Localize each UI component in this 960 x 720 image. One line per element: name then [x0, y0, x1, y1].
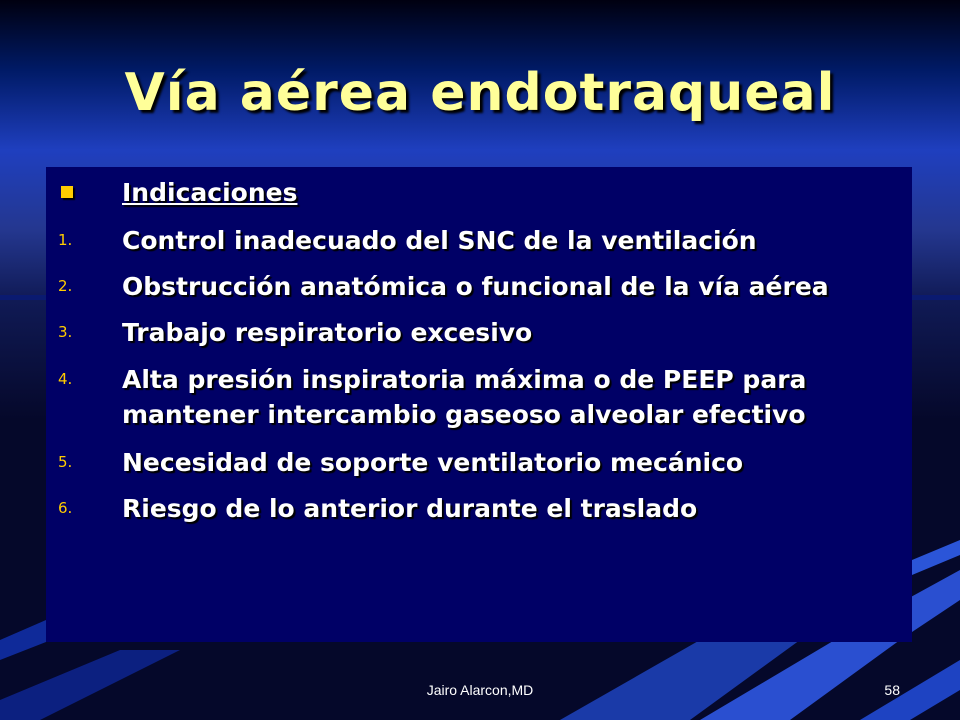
background-shape — [0, 650, 180, 720]
list-item-text: Control inadecuado del SNC de la ventilación — [122, 226, 757, 255]
list-item-text: Alta presión inspiratoria máxima o de PEEP para — [122, 365, 807, 394]
slide-title: Vía aérea endotraqueal — [124, 63, 836, 123]
list-item-text: Trabajo respiratorio excesivo — [122, 318, 533, 347]
bullet-square-icon — [61, 186, 73, 198]
background-shape — [912, 540, 960, 575]
list-item-number: 2. — [58, 277, 73, 295]
list-item-text-continuation: mantener intercambio gaseoso alveolar efectivo — [122, 400, 806, 429]
list-item-text: Obstrucción anatómica o funcional de la vía aérea — [122, 272, 829, 301]
footer-author: Jairo Alarcon,MD — [426, 682, 534, 698]
list-item-number: 5. — [58, 453, 73, 471]
list-item-text: Necesidad de soporte ventilatorio mecánico — [122, 448, 744, 477]
list-item-number: 6. — [58, 499, 73, 517]
list-item-number: 3. — [58, 323, 73, 341]
section-heading: Indicaciones — [122, 178, 298, 207]
page-number: 58 — [884, 682, 900, 698]
background-shape — [0, 620, 46, 660]
list-item-number: 4. — [58, 370, 73, 388]
list-item-text: Riesgo de lo anterior durante el traslado — [122, 494, 698, 523]
list-item-number: 1. — [58, 231, 73, 249]
